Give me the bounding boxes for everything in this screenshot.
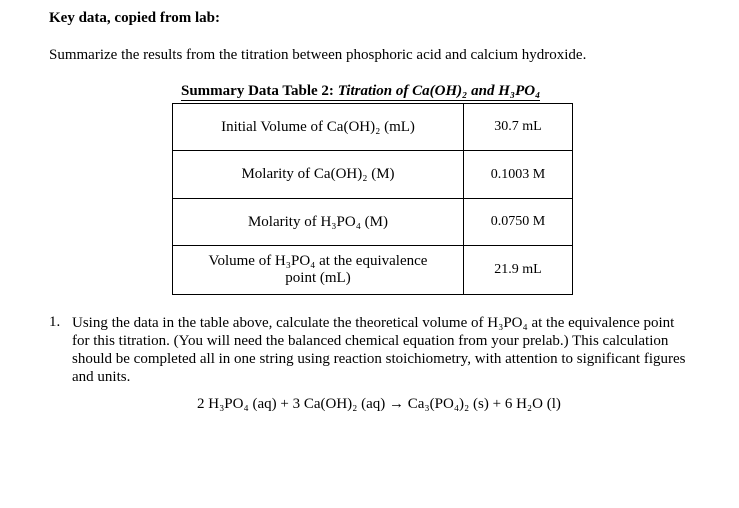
row-value-molarity-caoh2: 0.1003 M: [464, 151, 573, 199]
page-heading: Key data, copied from lab:: [49, 10, 220, 26]
table-title-italic: Titration of Ca(OH)₂ and H₃PO₄: [337, 83, 541, 99]
intro-text: Summarize the results from the titration between phosphoric acid and calcium hydroxide.: [49, 47, 587, 63]
row-label-volume-h3po4: Volume of H₃PO₄ at the equivalence point (mL): [173, 246, 464, 295]
table-title-prefix: Summary Data Table 2:: [181, 83, 338, 99]
table-row: [173, 199, 573, 246]
row-label-molarity-caoh2: Molarity of Ca(OH)₂ (M): [173, 151, 464, 199]
row-value-molarity-h3po4: 0.0750 M: [464, 199, 573, 246]
table-title: [181, 83, 540, 100]
table-row: [173, 151, 573, 199]
row-value-volume-h3po4: 21.9 mL: [464, 246, 573, 295]
row-label-initial-volume: Initial Volume of Ca(OH)₂ (mL): [173, 104, 464, 151]
question-text: Using the data in the table above, calculate the theoretical volume of H₃PO₄ at the equivalence point for this titration. (You will need the balanced chemical equation from your prelab.) This calculation should be completed all in one string using reaction stoichiometry, with attention to significant figures and units.: [72, 315, 686, 385]
row-label-molarity-h3po4: Molarity of H₃PO₄ (M): [173, 199, 464, 246]
table-row: [173, 246, 573, 295]
balanced-equation: 2 H₃PO₄ (aq) + 3 Ca(OH)₂ (aq) → Ca₃(PO₄)₂ (s) + 6 H₂O (l): [197, 396, 561, 412]
row-value-initial-volume: 30.7 mL: [464, 104, 573, 151]
table-row: [173, 104, 573, 151]
question-number: 1.: [49, 314, 61, 330]
summary-data-table: [172, 103, 573, 295]
